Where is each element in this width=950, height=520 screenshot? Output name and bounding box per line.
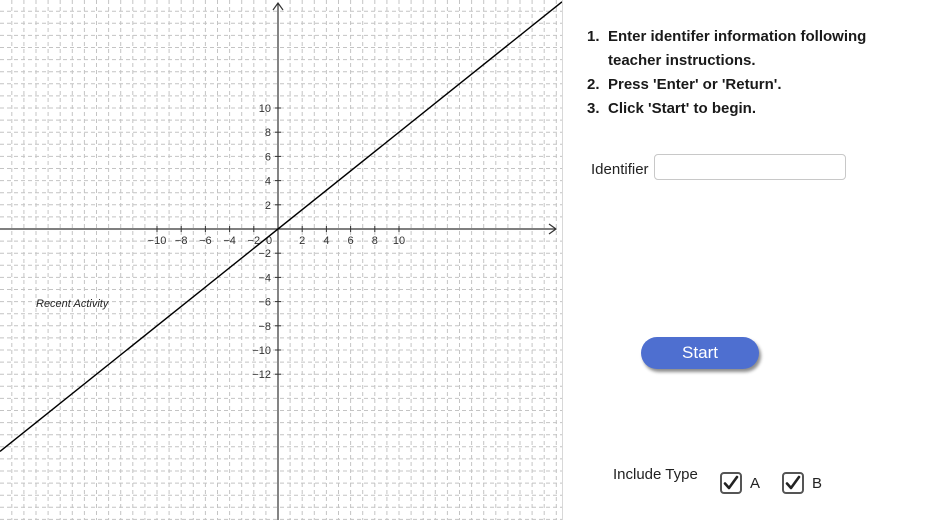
y-tick-label: 10 [258,103,271,115]
x-tick-label: −8 [174,235,188,247]
type-b-checkbox[interactable] [782,472,804,494]
checkmark-icon [723,475,739,491]
recent-activity-annotation: Recent Activity [36,298,109,310]
instruction-1-line-1: Enter identifer information following [608,28,867,45]
type-a-label: A [750,475,761,492]
y-tick-label: −12 [252,369,271,382]
identifier-label: Identifier [591,161,649,178]
x-tick-label: 4 [323,235,330,247]
start-button[interactable]: Start [641,337,759,369]
instructions-panel: 1. Enter identifer information following teacher instructions. 2. Press 'Enter' or 'Return'. 3. Click 'Start' to begin. Identifier Start Include Type A B [563,0,950,520]
y-tick-label: −2 [258,248,271,261]
y-tick-label: −4 [258,272,271,285]
x-tick-label: 0 [265,235,273,247]
y-tick-label: 6 [264,151,271,164]
x-tick-label: 10 [392,235,406,247]
x-tick-label: −4 [223,235,236,247]
x-tick-label: −2 [247,235,261,247]
y-tick-label: 2 [264,199,271,212]
x-tick-label: 6 [347,235,354,247]
x-tick-label: −6 [199,235,212,247]
y-tick-label: 8 [264,127,271,140]
x-tick-label: 2 [299,235,306,247]
y-tick-label: −8 [258,320,271,333]
x-tick-label: 8 [371,235,378,247]
y-tick-label: −10 [252,345,271,357]
x-tick-label: −10 [147,235,167,247]
y-tick-label: −6 [258,296,271,309]
instruction-1-line-2: teacher instructions. [608,52,756,69]
y-tick-label: 4 [264,175,271,188]
type-b-label: B [812,475,823,492]
type-a-checkbox[interactable] [720,472,742,494]
include-type-label: Include Type [613,466,698,483]
checkmark-icon [785,475,801,491]
identifier-input[interactable] [654,154,846,180]
